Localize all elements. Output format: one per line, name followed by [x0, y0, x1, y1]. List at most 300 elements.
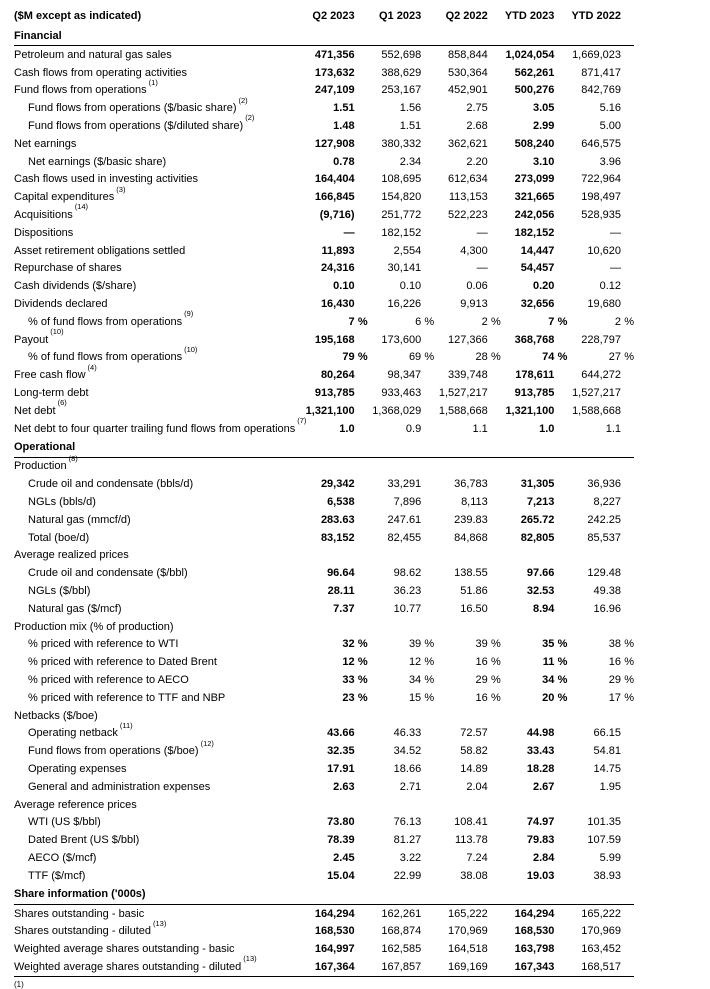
value-cell — [301, 420, 368, 438]
value-cell — [301, 206, 368, 224]
row-label — [14, 344, 301, 367]
footnote-ref: (1) — [148, 77, 158, 87]
cell-value: 17.91 — [327, 762, 355, 775]
percent-suffix: % — [557, 691, 568, 704]
value-cell — [434, 636, 501, 654]
value-cell — [501, 511, 568, 529]
cell-value: 722,964 — [581, 173, 621, 186]
value-cell — [501, 135, 568, 153]
row-label — [14, 720, 301, 742]
row-label — [14, 171, 301, 189]
footnote-ref: (14) — [74, 202, 89, 212]
cell-value: 7,896 — [393, 496, 422, 509]
table-row — [14, 582, 634, 600]
value-cell — [368, 457, 435, 475]
value-cell — [501, 636, 568, 654]
value-cell — [567, 188, 634, 206]
cell-value: 113.78 — [454, 834, 488, 847]
row-label — [14, 813, 301, 831]
percent-suffix: % — [424, 638, 435, 651]
value-cell — [301, 366, 368, 384]
value-cell — [301, 653, 368, 671]
value-cell — [301, 760, 368, 778]
cell-value: 39 — [408, 638, 422, 651]
value-cell — [567, 295, 634, 313]
cell-value: 96.64 — [327, 567, 355, 580]
value-cell — [301, 46, 368, 64]
table-row — [14, 46, 634, 64]
row-label — [14, 707, 301, 725]
cell-value: 6,538 — [327, 496, 355, 509]
row-label-text: Asset retirement obligations settled — [14, 244, 186, 257]
value-cell — [434, 366, 501, 384]
cell-value: 0.9 — [405, 422, 422, 435]
percent-suffix: % — [624, 656, 634, 669]
cell-value: 34 — [408, 673, 422, 686]
cell-value: 98,347 — [387, 369, 422, 382]
value-cell — [368, 582, 435, 600]
value-cell — [301, 904, 368, 922]
percent-suffix: % — [557, 351, 568, 364]
financial-summary-table — [14, 5, 634, 979]
cell-value: 38.08 — [460, 869, 488, 882]
percent-suffix: % — [491, 691, 501, 704]
value-cell — [368, 618, 435, 636]
value-cell — [434, 760, 501, 778]
cell-value: 44.98 — [526, 727, 555, 740]
table-row — [14, 475, 634, 493]
cell-value: 34.52 — [393, 745, 422, 758]
cell-value: 84,868 — [454, 531, 488, 544]
footnote-ref: (2) — [245, 113, 255, 123]
value-cell — [434, 224, 501, 242]
value-cell — [501, 849, 568, 867]
cell-value: 32.53 — [526, 585, 555, 597]
cell-value: 8,227 — [593, 496, 621, 509]
row-label — [14, 224, 301, 242]
row-label-text: Weighted average shares outstanding - diluted — [14, 960, 242, 973]
value-cell — [501, 796, 568, 814]
cell-value: 933,463 — [381, 387, 422, 400]
value-cell — [368, 689, 435, 707]
value-cell — [567, 671, 634, 689]
row-label-text: Long-term debt — [14, 387, 89, 400]
cell-value: 380,332 — [381, 137, 422, 150]
cell-value: 7 — [548, 315, 555, 328]
value-cell — [567, 277, 634, 295]
value-cell — [368, 135, 435, 153]
row-label-text: Weighted average shares outstanding - basic — [14, 943, 235, 956]
table-row — [14, 724, 634, 742]
value-cell — [368, 171, 435, 189]
cell-value: 167,364 — [314, 960, 355, 973]
value-cell — [434, 153, 501, 171]
cell-value: 127,908 — [314, 137, 355, 150]
table-row — [14, 331, 634, 349]
value-cell — [501, 153, 568, 171]
percent-suffix: % — [557, 673, 568, 686]
value-cell — [501, 277, 568, 295]
row-label-text: Crude oil and condensate (bbls/d) — [28, 478, 194, 491]
footnote-ref: (12) — [200, 738, 214, 748]
cell-value: 18.66 — [393, 762, 422, 775]
row-label-text: Natural gas (mmcf/d) — [28, 513, 131, 526]
value-cell — [501, 689, 568, 707]
value-cell — [567, 511, 634, 529]
value-cell — [301, 171, 368, 189]
cell-value: 2,554 — [393, 244, 422, 257]
table-row — [14, 457, 634, 475]
row-label — [14, 153, 301, 171]
cell-value: 14,447 — [520, 244, 555, 257]
table-row — [14, 904, 634, 922]
value-cell — [368, 742, 435, 760]
cell-value: 164,518 — [448, 943, 488, 956]
value-cell — [567, 724, 634, 742]
value-cell — [434, 457, 501, 475]
value-cell — [501, 493, 568, 511]
cell-value: (9,716) — [319, 209, 355, 222]
value-cell — [301, 188, 368, 206]
percent-suffix: % — [424, 656, 435, 669]
cell-value: 39 — [475, 638, 488, 651]
footnote-ref: (4) — [87, 362, 97, 372]
cell-value: 54,457 — [520, 262, 555, 275]
cell-value: 166,845 — [314, 191, 355, 204]
section-title: Share information ('000s) — [14, 885, 634, 905]
row-label — [14, 831, 301, 849]
cell-value: 2.71 — [399, 780, 422, 793]
percent-suffix: % — [491, 673, 501, 686]
row-label-text: % priced with reference to WTI — [28, 638, 179, 651]
table-row — [14, 742, 634, 760]
cell-value: 79.83 — [526, 834, 555, 847]
cell-value: 14.75 — [593, 762, 621, 775]
percent-suffix: % — [624, 638, 634, 651]
value-cell — [368, 188, 435, 206]
row-label-text: NGLs ($/bbl) — [28, 585, 91, 597]
row-label-text: Operating netback — [28, 727, 118, 740]
cell-value: 4,300 — [460, 244, 488, 257]
cell-value: — — [476, 262, 488, 275]
bottom-rule-row — [14, 976, 634, 979]
row-label-text: Fund flows from operations — [14, 84, 147, 97]
value-cell — [368, 849, 435, 867]
cell-value: 552,698 — [381, 48, 422, 61]
cell-value: 1.0 — [339, 422, 355, 435]
cell-value: 165,222 — [448, 907, 488, 920]
table-row — [14, 867, 634, 885]
value-cell — [501, 260, 568, 278]
cell-value: 15 — [408, 691, 422, 704]
value-cell — [501, 457, 568, 475]
row-label-text: % priced with reference to AECO — [28, 673, 189, 686]
cell-value: 1,669,023 — [572, 48, 621, 61]
cell-value: 23 — [342, 691, 355, 704]
value-cell — [434, 724, 501, 742]
value-cell — [567, 547, 634, 565]
cell-value: 1.0 — [539, 422, 555, 435]
row-label-text: Net debt — [14, 404, 56, 417]
percent-suffix: % — [624, 673, 634, 686]
cell-value: 101.35 — [587, 816, 621, 829]
value-cell — [501, 295, 568, 313]
cell-value: 1.51 — [399, 120, 422, 133]
cell-value: 242,056 — [514, 209, 555, 222]
value-cell — [368, 778, 435, 796]
value-cell — [434, 313, 501, 331]
value-cell — [567, 64, 634, 82]
value-cell — [368, 82, 435, 100]
value-cell — [567, 171, 634, 189]
cell-value: 1,588,668 — [572, 404, 621, 417]
cell-value: 34 — [542, 673, 555, 686]
footnote-ref: (6) — [57, 398, 67, 408]
table-row — [14, 171, 634, 189]
value-cell — [567, 636, 634, 654]
value-cell — [434, 600, 501, 618]
table-row — [14, 420, 634, 438]
cell-value: 30,141 — [387, 262, 422, 275]
value-cell — [368, 260, 435, 278]
row-label — [14, 796, 301, 814]
cell-value: 3.96 — [599, 155, 621, 168]
value-cell — [434, 349, 501, 367]
value-cell — [368, 940, 435, 958]
value-cell — [567, 760, 634, 778]
value-cell — [301, 260, 368, 278]
footnote-ref: (2) — [238, 95, 248, 105]
row-label-text: Net debt to four quarter trailing fund flows from operations — [14, 422, 296, 435]
cell-value: 1,588,668 — [438, 404, 488, 417]
cell-value: 129.48 — [587, 567, 621, 580]
cell-value: 29,342 — [320, 478, 355, 491]
value-cell — [301, 922, 368, 940]
value-cell — [301, 313, 368, 331]
value-cell — [301, 295, 368, 313]
value-cell — [301, 618, 368, 636]
row-label — [14, 671, 301, 689]
cell-value: 1,527,217 — [572, 387, 621, 400]
cell-value: — — [610, 262, 621, 275]
value-cell — [301, 511, 368, 529]
cell-value: 2.20 — [466, 155, 488, 168]
unit-label — [14, 5, 301, 26]
cell-value: 339,748 — [448, 369, 488, 382]
table-row — [14, 707, 634, 725]
cell-value: 19,680 — [587, 298, 621, 311]
cell-value: 113,153 — [448, 191, 488, 204]
value-cell — [434, 82, 501, 100]
percent-suffix: % — [491, 656, 501, 669]
value-cell — [434, 277, 501, 295]
value-cell — [501, 420, 568, 438]
value-cell — [501, 724, 568, 742]
row-label — [14, 918, 301, 940]
value-cell — [434, 384, 501, 402]
value-cell — [501, 904, 568, 922]
cell-value: 33.43 — [526, 745, 555, 758]
column-header-label: YTD 2022 — [571, 9, 621, 22]
row-label — [14, 277, 301, 295]
percent-suffix: % — [357, 691, 368, 704]
cell-value: 38 — [608, 638, 621, 651]
row-label-text: Cash flows from operating activities — [14, 66, 188, 79]
value-cell — [434, 511, 501, 529]
cell-value: 1.56 — [399, 102, 422, 115]
value-cell — [368, 600, 435, 618]
value-cell — [501, 742, 568, 760]
cell-value: 164,294 — [314, 907, 355, 920]
cell-value: 81.27 — [393, 834, 422, 847]
value-cell — [567, 46, 634, 64]
cell-value: 2 — [481, 315, 488, 328]
value-cell — [301, 958, 368, 976]
value-cell — [368, 349, 435, 367]
row-label — [14, 46, 301, 64]
cell-value: 36.23 — [393, 585, 422, 597]
column-header-q2-2023 — [301, 5, 368, 26]
value-cell — [301, 778, 368, 796]
cell-value: 127,366 — [448, 333, 488, 346]
cell-value: 29 — [475, 673, 488, 686]
cell-value: 14.89 — [460, 762, 488, 775]
value-cell — [301, 707, 368, 725]
value-cell — [368, 366, 435, 384]
table-row — [14, 958, 634, 976]
value-cell — [567, 331, 634, 349]
value-cell — [501, 831, 568, 849]
table-row — [14, 188, 634, 206]
row-label — [14, 849, 301, 867]
cell-value: 3.22 — [399, 851, 422, 864]
table-row — [14, 922, 634, 940]
value-cell — [301, 813, 368, 831]
value-cell — [567, 742, 634, 760]
value-cell — [567, 831, 634, 849]
cell-value: 27 — [608, 351, 621, 364]
value-cell — [368, 493, 435, 511]
value-cell — [434, 653, 501, 671]
cell-value: 858,844 — [448, 48, 488, 61]
value-cell — [368, 384, 435, 402]
value-cell — [567, 529, 634, 547]
cell-value: 138.55 — [454, 567, 488, 580]
value-cell — [368, 813, 435, 831]
value-cell — [301, 724, 368, 742]
cell-value: 32.35 — [327, 745, 355, 758]
cell-value: 49.38 — [593, 585, 621, 597]
row-label — [14, 260, 301, 278]
cell-value: 842,769 — [581, 84, 621, 97]
value-cell — [434, 922, 501, 940]
row-label-text: Free cash flow — [14, 369, 86, 382]
column-header-ytd-2022 — [567, 5, 634, 26]
cell-value: 2.75 — [466, 102, 488, 115]
cell-value: 2.34 — [399, 155, 422, 168]
table-row — [14, 384, 634, 402]
row-label — [14, 398, 301, 420]
value-cell — [434, 493, 501, 511]
cell-value: 0.78 — [333, 155, 355, 168]
table-row — [14, 260, 634, 278]
table-body — [14, 26, 634, 979]
value-cell — [501, 99, 568, 117]
value-cell — [368, 831, 435, 849]
cell-value: 36,783 — [454, 478, 488, 491]
cell-value: 8,113 — [461, 496, 488, 509]
percent-suffix: % — [424, 691, 435, 704]
section-title: Operational — [14, 438, 634, 458]
value-cell — [434, 813, 501, 831]
footnote-ref: (13) — [243, 954, 257, 964]
value-cell — [434, 671, 501, 689]
value-cell — [368, 922, 435, 940]
row-label-text: Acquisitions — [14, 209, 73, 222]
table-header — [14, 5, 634, 26]
row-label — [14, 362, 301, 384]
column-header-q2-2022 — [434, 5, 501, 26]
row-label-text: Crude oil and condensate ($/bbl) — [28, 567, 188, 580]
table-row — [14, 153, 634, 171]
value-cell — [501, 600, 568, 618]
row-label — [14, 547, 301, 565]
cell-value: 1,527,217 — [438, 387, 488, 400]
value-cell — [567, 349, 634, 367]
value-cell — [301, 671, 368, 689]
row-label — [14, 940, 301, 958]
table-row — [14, 564, 634, 582]
cell-value: 530,364 — [448, 66, 488, 79]
row-label — [14, 95, 301, 117]
cell-value: 164,294 — [514, 907, 555, 920]
cell-value: 82,455 — [387, 531, 422, 544]
cell-value: 167,343 — [514, 960, 555, 973]
value-cell — [368, 564, 435, 582]
value-cell — [501, 529, 568, 547]
value-cell — [301, 384, 368, 402]
cell-value: 33 — [342, 673, 355, 686]
value-cell — [501, 940, 568, 958]
cell-value: 1.1 — [605, 422, 621, 435]
cell-value: 1,024,054 — [505, 48, 555, 61]
value-cell — [501, 384, 568, 402]
cell-value: — — [476, 226, 488, 239]
row-label — [14, 77, 301, 100]
cell-value: 24,316 — [320, 262, 355, 275]
cell-value: 35 — [542, 638, 555, 651]
value-cell — [501, 206, 568, 224]
value-cell — [368, 707, 435, 725]
value-cell — [434, 940, 501, 958]
footnote-ref: (3) — [116, 184, 126, 194]
value-cell — [368, 958, 435, 976]
value-cell — [567, 242, 634, 260]
cell-value: 368,768 — [514, 333, 555, 346]
value-cell — [368, 724, 435, 742]
cell-value: 265.72 — [520, 513, 555, 526]
row-label — [14, 475, 301, 493]
cell-value: 3.05 — [532, 102, 555, 115]
value-cell — [567, 99, 634, 117]
table-row — [14, 242, 634, 260]
value-cell — [301, 135, 368, 153]
row-label-text: Total (boe/d) — [28, 531, 90, 544]
cell-value: 2.04 — [466, 780, 488, 793]
value-cell — [368, 653, 435, 671]
row-label-text: % priced with reference to TTF and NBP — [28, 691, 226, 704]
value-cell — [301, 582, 368, 600]
